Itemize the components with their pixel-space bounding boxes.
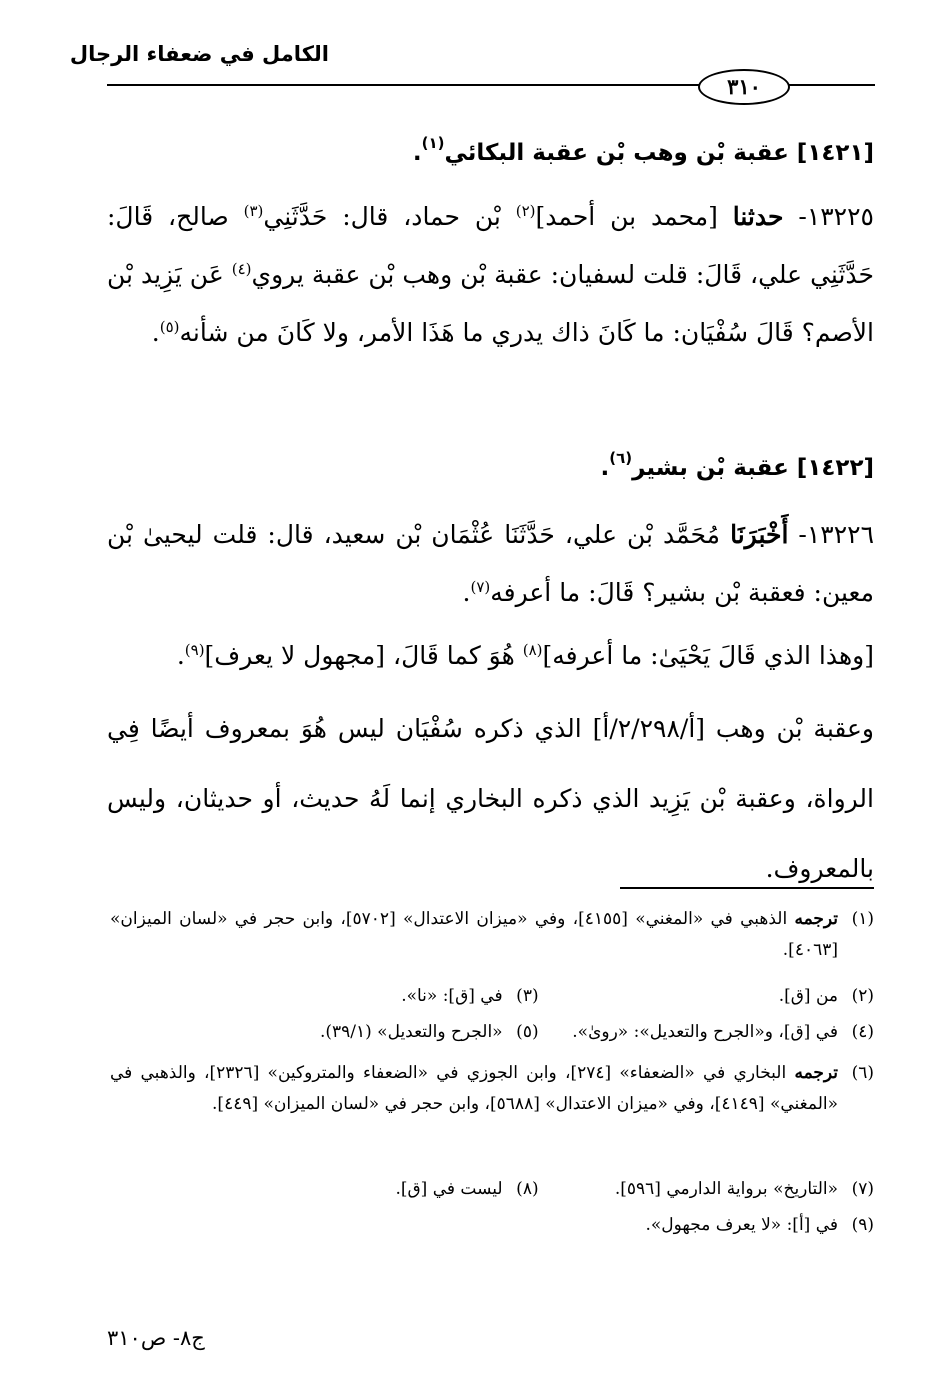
footnote-marker: (٤)	[231, 260, 252, 278]
hadith-text: [محمد بن أحمد]	[535, 202, 718, 231]
footnote-bold-word: ترجمه	[794, 1063, 839, 1083]
commentary-text: هُوَ كما قَالَ، [مجهول لا يعرف]	[204, 641, 515, 670]
hadith-number: ١٣٢٢٦-	[798, 520, 874, 549]
footnote-marker: (٨)	[522, 641, 543, 659]
commentary-text: .	[176, 641, 185, 670]
heading-period: .	[412, 140, 422, 166]
footnote-marker: (٥)	[159, 318, 180, 336]
footnote-4	[544, 1017, 874, 1048]
footnote-text: «التاريخ» برواية الدارمي [٥٩٦].	[614, 1179, 838, 1199]
footnote-text: «الجرح والتعديل» (٣٩/١).	[319, 1022, 503, 1042]
footnote-2	[544, 981, 874, 1012]
footnote-text: البخاري في «الضعفاء» [٢٧٤]، وابن الجوزي في «الضعفاء والمتروكين» [٢٣٢٦]، والذهبي في «المغني» [٤١٤٩]، وفي «ميزان الاعتدال» [٥٦٨٨]، وابن حجر في «لسان الميزان» [٤٤٩].	[110, 1063, 838, 1114]
footnote-number: (٣)	[516, 986, 539, 1006]
footnote-9	[107, 1210, 874, 1241]
entry-heading-1421	[107, 134, 874, 166]
footnote-bold-word: ترجمه	[794, 909, 839, 929]
commentary	[107, 627, 874, 685]
footnote-number: (٨)	[516, 1179, 539, 1199]
hadith-13225	[107, 188, 874, 362]
footnote-marker: (٣)	[243, 202, 264, 220]
footnotes-7-8	[107, 1174, 874, 1205]
entry-title: [١٤٢١] عقبة بْن وهب بْن عقبة البكائي	[444, 140, 874, 166]
footnote-marker: (٢)	[515, 202, 536, 220]
footnote-1	[107, 904, 874, 966]
page-number: ٣١٠	[698, 69, 790, 105]
footnote-6	[107, 1058, 874, 1120]
closing-paragraph: وعقبة بْن وهب [أ/٢/٢٩٨/أ] الذي ذكره سُفْيَان ليس هُوَ بمعروف أيضًا فِي الرواة، وعقبة بْن يَزِيد الذي ذكره البخاري إنما لَهُ حديث، أو حديثان، وليس بالمعروف.	[107, 714, 874, 883]
footnote-8	[395, 1174, 538, 1205]
footnote-body	[110, 1058, 838, 1120]
footnote-number: (٩)	[851, 1215, 874, 1235]
footnote-text: في [ق]، و«الجرح والتعديل»: «روىٰ».	[572, 1022, 838, 1042]
footnote-body	[110, 904, 838, 966]
entry-title: [١٤٢٢] عقبة بْن بشير	[632, 455, 874, 481]
footnote-number: (٤)	[851, 1022, 874, 1042]
footnote-number: (٧)	[851, 1179, 874, 1199]
footnote-5	[320, 1017, 539, 1048]
hadith-text: صالح، قَالَ: حَدَّثَنِي علي، قَالَ: قلت لسفيان: عقبة بْن وهب بْن عقبة يروي	[107, 202, 874, 289]
commentary-text: [وهذا الذي قَالَ يَحْيَىٰ: ما أعرفه]	[542, 641, 874, 670]
running-header-title: الكامل في ضعفاء الرجال	[69, 42, 329, 66]
footnotes-2-3	[107, 981, 874, 1012]
hadith-text: .	[151, 318, 160, 347]
hadith-text: .	[462, 578, 471, 607]
footnote-number: (٢)	[851, 986, 874, 1006]
footnote-text: من [ق].	[778, 986, 838, 1006]
hadith-number: ١٣٢٢٥-	[798, 202, 874, 231]
footnote-text: في [ق]: «نا».	[401, 986, 503, 1006]
hadith-text: مُحَمَّد بْن علي، حَدَّثَنَا عُثْمَان بْن سعيد، قال: قلت ليحيىٰ بْن معين: فعقبة بْن بشير؟ قَالَ: ما أعرفه	[107, 520, 874, 607]
entry-heading-1422	[107, 449, 874, 481]
footnote-marker: (٧)	[470, 578, 491, 596]
footnote-marker: (١)	[421, 134, 445, 152]
heading-period: .	[600, 455, 610, 481]
hadith-text: عَن يَزِيد بْن الأصم؟ قَالَ سُفْيَان: ما كَانَ ذاك يدري ما هَذَا الأمر، ولا كَانَ من شأنه	[107, 260, 874, 347]
footnote-text: في [أ]: «لا يعرف مجهول».	[645, 1215, 838, 1235]
transmission-word: أَخْبَرَنَا	[730, 520, 789, 549]
footnotes-rule	[620, 887, 874, 889]
footnote-number: (٥)	[516, 1022, 539, 1042]
hadith-text: بْن حماد، قال: حَدَّثَنِي	[263, 202, 501, 231]
hadith-13226	[107, 506, 874, 622]
transmission-word: حدثنا	[732, 202, 784, 231]
footnote-text: ليست في [ق].	[395, 1179, 503, 1199]
footnote-number: (١)	[851, 909, 874, 929]
footnote-marker: (٩)	[184, 641, 205, 659]
volume-page-reference: ج٨- ص٣١٠	[107, 1326, 205, 1350]
footnote-3	[401, 981, 538, 1012]
footnote-number: (٦)	[851, 1063, 874, 1083]
footnote-text: الذهبي في «المغني» [٤١٥٥]، وفي «ميزان الاعتدال» [٥٧٠٢]، وابن حجر في «لسان الميزان» [٤٠٦٣].	[110, 909, 838, 960]
footnote-7	[544, 1174, 874, 1205]
footnotes-4-5	[107, 1017, 874, 1048]
footnote-marker: (٦)	[609, 449, 633, 467]
